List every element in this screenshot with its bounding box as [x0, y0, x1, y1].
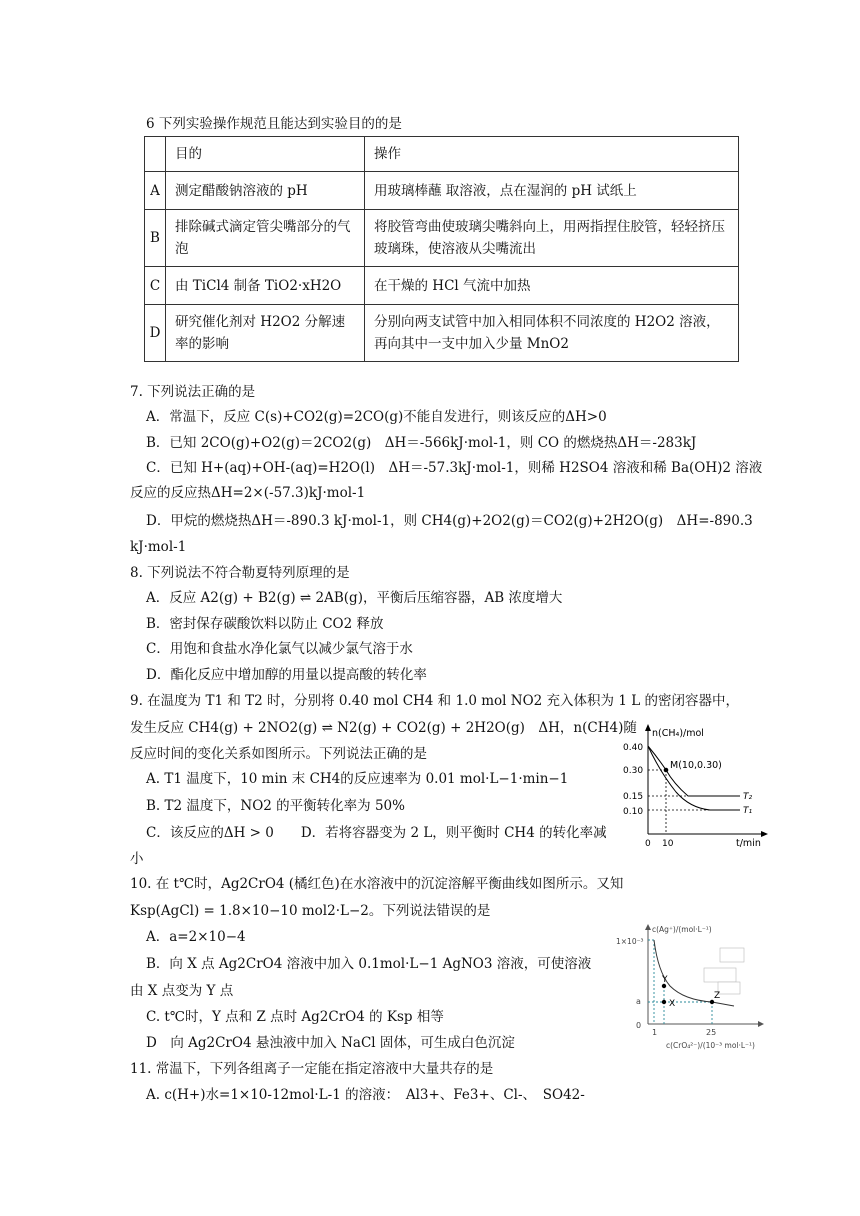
q10-option-b: B．向 X 点 Ag2CrO4 溶液中加入 0.1mol·L−1 AgNO3 溶液，可使溶液: [146, 956, 592, 972]
row-key: A: [145, 172, 166, 210]
header-cell: [145, 137, 166, 172]
q11-option-a: A. c(H+)水=1×10-12mol·L-1 的溶液： Al3+、Fe3+、Cl-、 SO42-: [146, 1087, 585, 1103]
q7-stem: 7. 下列说法正确的是: [130, 384, 256, 400]
q8-option-c: C．用饱和食盐水净化氯气以减少氯气溶于水: [146, 641, 413, 657]
q10-stem-line1: 10. 在 t℃时，Ag2CrO4 (橘红色)在水溶液中的沉淀溶解平衡曲线如图所示。又知: [130, 876, 624, 892]
q6-table: [144, 136, 739, 362]
q7-option-b: B．已知 2CO(g)+O2(g)＝2CO2(g) ΔH＝-566kJ·mol-1，则 CO 的燃烧热ΔH＝-283kJ: [146, 435, 697, 451]
q8-option-d: D．酯化反应中增加醇的用量以提高酸的转化率: [146, 667, 427, 683]
x-tick: 10: [662, 839, 674, 849]
q11-stem: 11. 常温下，下列各组离子一定能在指定溶液中大量共存的是: [130, 1061, 494, 1077]
row-key: B: [145, 210, 166, 267]
y-tick: 0.30: [623, 766, 644, 776]
point-x: [662, 1000, 666, 1004]
row-purpose: 测定醋酸钠溶液的 pH: [166, 172, 365, 210]
q9-option-a: A. T1 温度下，10 min 末 CH4的反应速率为 0.01 mol·L−1·min−1: [146, 771, 569, 787]
header-cell: 操作: [365, 137, 739, 172]
row-purpose: 排除碱式滴定管尖嘴部分的气泡: [166, 210, 365, 267]
point-m-label: M(10,0.30): [670, 760, 722, 771]
x-axis-label: t/min: [736, 838, 761, 849]
legend-t2: T₂: [743, 792, 753, 802]
row-purpose: 研究催化剂对 H2O2 分解速率的影响: [166, 305, 365, 362]
y-axis-label: n(CH₄)/mol: [652, 728, 704, 739]
q9-stem-line3: 反应时间的变化关系如图所示。下列说法正确的是: [130, 746, 427, 762]
curve-t1: [648, 746, 740, 810]
q10-option-b-cont: 由 X 点变为 Y 点: [130, 983, 234, 999]
point-m: [664, 768, 669, 773]
table-row: [145, 172, 739, 210]
q7-option-d: D．甲烷的燃烧热ΔH＝-890.3 kJ·mol-1，则 CH4(g)+2O2(g)＝CO2(g)+2H2O(g) ΔH=-890.3: [146, 513, 753, 529]
q10-option-c: C. t℃时，Y 点和 Z 点时 Ag2CrO4 的 Ksp 相等: [146, 1009, 444, 1025]
y-tick: 0.40: [623, 743, 644, 753]
header-cell: 目的: [166, 137, 365, 172]
y-tick: 1×10⁻³: [616, 937, 644, 946]
origin-label: 0: [636, 1021, 642, 1030]
point-z-label: Z: [714, 991, 721, 1001]
a-label: a: [636, 997, 641, 1006]
q10-option-d: D 向 Ag2CrO4 悬浊液中加入 NaCl 固体，可生成白色沉淀: [146, 1035, 515, 1051]
y-tick: 0.15: [623, 792, 644, 802]
y-axis-arrow: [645, 924, 651, 930]
y-axis-label: c(Ag⁺)/(mol·L⁻¹): [652, 925, 712, 934]
q9-option-cd-cont: 小: [130, 851, 144, 867]
x-axis-label: c(CrO₄²⁻)/(10⁻³ mol·L⁻¹): [666, 1041, 755, 1050]
q7-option-c-cont: 反应的反应热ΔH=2×(-57.3)kJ·mol-1: [130, 485, 366, 501]
q9-option-cd: C．该反应的ΔH > 0 D．若将容器变为 2 L，则平衡时 CH4 的转化率减: [146, 825, 607, 841]
watermark-box: [720, 948, 744, 962]
q6-stem: 6 下列实验操作规范且能达到实验目的的是: [146, 116, 402, 132]
x-axis-arrow: [761, 831, 768, 837]
q9-figure: [618, 722, 770, 850]
q10-stem-line2: Ksp(AgCl) = 1.8×10−10 mol2·L−2。下列说法错误的是: [130, 903, 491, 919]
legend-t1: T₁: [743, 806, 753, 816]
x-tick: 25: [706, 1028, 717, 1037]
watermark-box: [704, 968, 736, 982]
x-tick: 1: [652, 1028, 658, 1037]
q10-option-a: A．a=2×10−4: [146, 929, 246, 945]
row-operation: 分别向两支试管中加入相同体积不同浓度的 H2O2 溶液，再向其中一支中加入少量 MnO2: [365, 305, 739, 362]
q7-option-c: C．已知 H+(aq)+OH-(aq)=H2O(l) ΔH＝-57.3kJ·mol-1，则稀 H2SO4 溶液和稀 Ba(OH)2 溶液: [146, 460, 763, 476]
point-x-label: X: [669, 999, 676, 1009]
q7-option-a: A．常温下，反应 C(s)+CO2(g)=2CO(g)不能自发进行，则该反应的ΔH>0: [146, 409, 607, 425]
row-operation: 将胶管弯曲使玻璃尖嘴斜向上，用两指捏住胶管，轻轻挤压玻璃珠，使溶液从尖嘴流出: [365, 210, 739, 267]
x-axis-arrow: [758, 1021, 764, 1027]
y-tick: 0.10: [623, 807, 644, 817]
table-row: [145, 210, 739, 267]
row-purpose: 由 TiCl4 制备 TiO2·xH2O: [166, 267, 365, 305]
q9-stem-line2: 发生反应 CH4(g) + 2NO2(g) ⇌ N2(g) + CO2(g) + 2H2O(g) ΔH，n(CH4)随: [130, 720, 637, 736]
point-y-label: Y: [662, 975, 668, 985]
q8-stem: 8. 下列说法不符合勒夏特列原理的是: [130, 565, 350, 581]
q7-option-d-cont: kJ·mol-1: [130, 539, 187, 555]
y-axis-arrow: [645, 724, 651, 731]
table-row: [145, 305, 739, 362]
row-key: C: [145, 267, 166, 305]
table-header-row: [145, 137, 739, 172]
x-tick: 0: [645, 839, 651, 849]
row-key: D: [145, 305, 166, 362]
q9-stem-line1: 9. 在温度为 T1 和 T2 时，分别将 0.40 mol CH4 和 1.0 mol NO2 充入体积为 1 L 的密闭容器中，: [130, 693, 739, 709]
q9-option-b: B. T2 温度下，NO2 的平衡转化率为 50%: [146, 798, 405, 814]
q8-option-b: B．密封保存碳酸饮料以防止 CO2 释放: [146, 616, 384, 632]
row-operation: 用玻璃棒蘸 取溶液，点在湿润的 pH 试纸上: [365, 172, 739, 210]
q8-option-a: A．反应 A2(g) + B2(g) ⇌ 2AB(g)，平衡后压缩容器，AB 浓度增大: [146, 590, 563, 606]
row-operation: 在干燥的 HCl 气流中加热: [365, 267, 739, 305]
watermark-box: [718, 982, 740, 994]
q10-figure: [612, 920, 772, 1052]
table-row: [145, 267, 739, 305]
